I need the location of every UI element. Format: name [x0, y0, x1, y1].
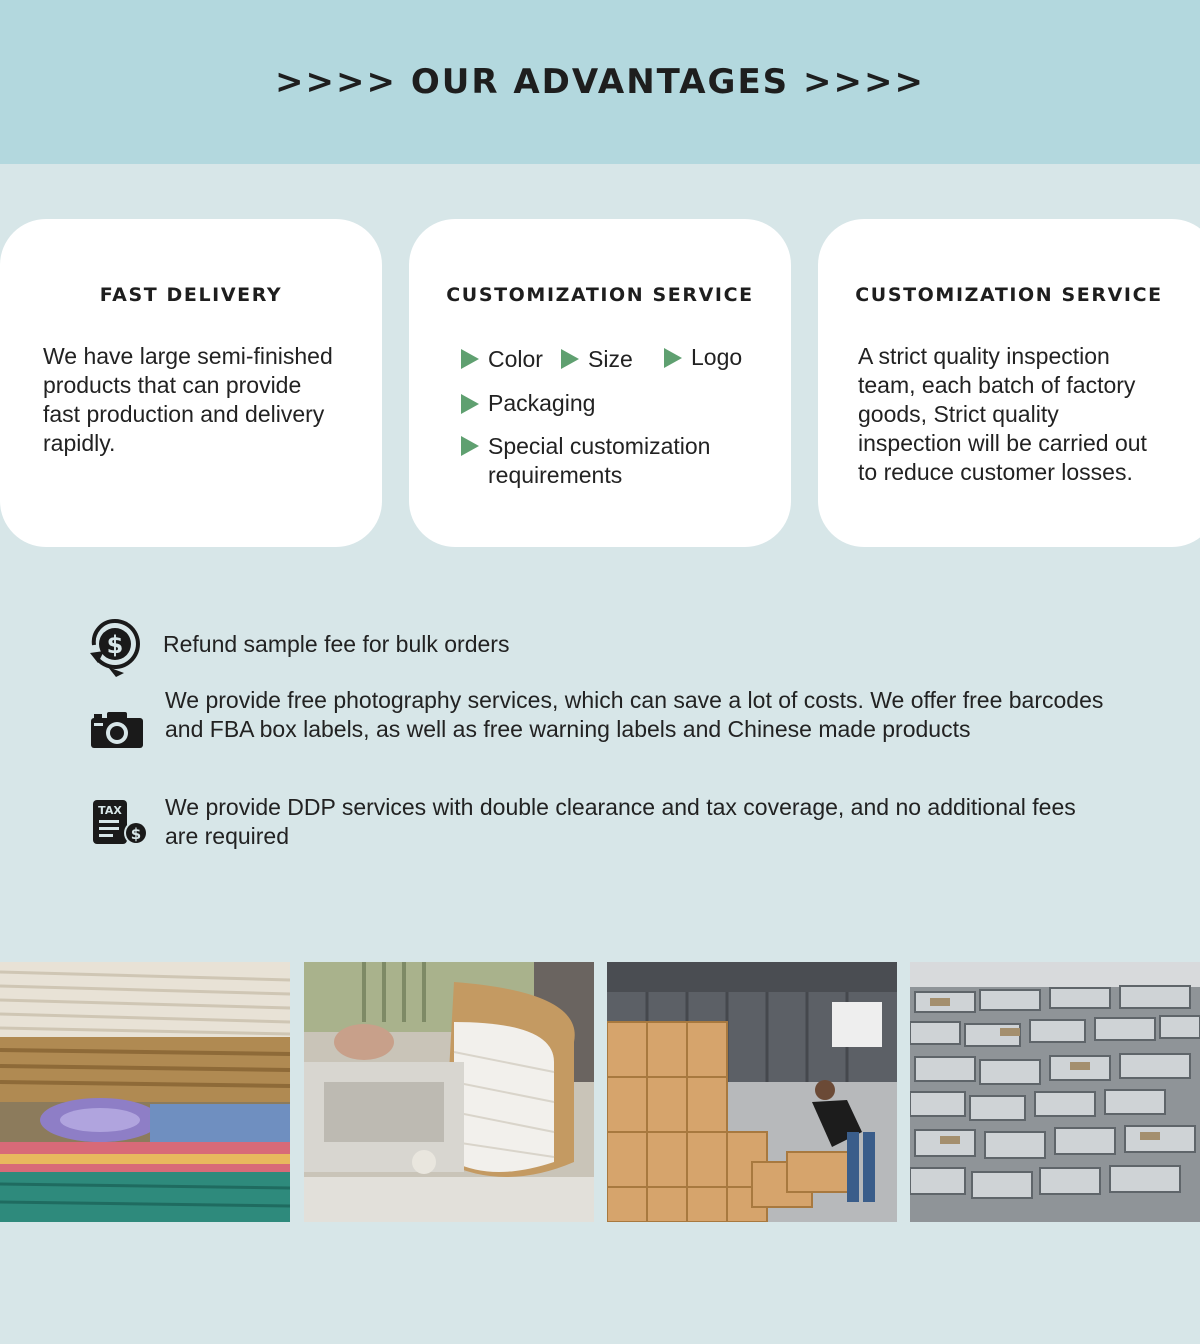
packaged-stock-photo [910, 962, 1200, 1222]
sewing-basket-photo [304, 962, 594, 1222]
refund-dollar-icon [88, 617, 142, 682]
card-title: FAST DELIVERY [99, 284, 283, 306]
card-title: CUSTOMIZATION SERVICE [446, 284, 754, 306]
tax-document-icon [93, 800, 149, 851]
camera-icon [89, 710, 145, 755]
dollar-glyph: $ [106, 631, 124, 659]
tax-label: TAX [98, 804, 122, 817]
warehouse-boxes-photo [607, 962, 897, 1222]
card-quality-inspection [818, 219, 1200, 547]
option-special: Special customization requirements [488, 433, 711, 488]
bullet-triangle-icon [561, 349, 579, 369]
rope-coils-photo [0, 962, 290, 1222]
dollar-glyph: $ [130, 825, 142, 843]
option-packaging: Packaging [488, 390, 596, 416]
card-description: We have large semi-finished products that can provide fast production and delivery rapidly. [43, 343, 333, 456]
option-color: Color [488, 346, 543, 372]
feature-refund-text: Refund sample fee for bulk orders [163, 631, 510, 657]
bullet-triangle-icon [664, 348, 682, 368]
bullet-triangle-icon [461, 394, 479, 414]
card-fast-delivery [0, 219, 382, 547]
card-description: A strict quality inspection team, each batch of factory goods, Strict quality inspection will be carried out to reduce customer losses. [858, 343, 1147, 485]
card-customization [409, 219, 791, 547]
bullet-triangle-icon [461, 349, 479, 369]
option-size: Size [588, 346, 633, 372]
option-logo: Logo [691, 344, 743, 370]
bullet-triangle-icon [461, 436, 479, 456]
header-banner [0, 0, 1200, 164]
feature-photography-text: We provide free photography services, which can save a lot of costs. We offer free barcodes and FBA box labels, as well as free warning labels and Chinese made products [165, 687, 1104, 742]
page-title: >>>> OUR ADVANTAGES >>>> [275, 62, 925, 102]
card-title: CUSTOMIZATION SERVICE [855, 284, 1163, 306]
feature-ddp-text: We provide DDP services with double clearance and tax coverage, and no additional fees are required [165, 794, 1076, 849]
